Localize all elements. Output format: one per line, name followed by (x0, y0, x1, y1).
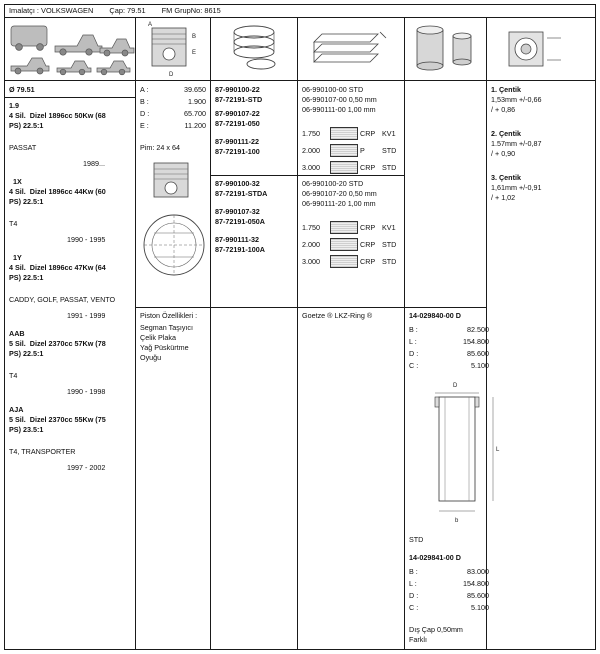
notch-detail-diagram-icon (487, 18, 595, 80)
pin-size: Pim: 24 x 64 (140, 143, 180, 152)
dim-key-2: D : (140, 109, 150, 118)
piston-section-icon (140, 159, 208, 207)
svg-text:B: B (192, 34, 197, 40)
piston-icon-cell (136, 18, 211, 80)
ring1-code-1: STD (382, 146, 397, 155)
entry-desc2-3: PS) 22.5:1 (9, 349, 44, 358)
vehicle-icons-cell (5, 18, 136, 80)
liner2-val-1: 154.800 (463, 579, 489, 588)
pn-g1-1: 87-72191-STD (215, 95, 263, 104)
ring2-code-1: STD (382, 240, 397, 249)
liner2-note-line1: Dış Çap 0,50mm (409, 625, 463, 634)
liner2-key-0: B : (409, 567, 418, 576)
liner1-val-3: 5.100 (471, 361, 489, 370)
ring-group1-0: 06-990100-00 STD (302, 85, 364, 94)
ring1-size-0: 1.750 (302, 129, 320, 138)
entry-years-0: 1989... (83, 159, 105, 168)
ring2-shape-1 (330, 238, 358, 251)
liner2-val-3: 5.100 (471, 603, 489, 612)
notch-title-2: 3. Çentik (491, 173, 521, 182)
applications-column (5, 81, 136, 649)
ring2-type-0: CRP (360, 223, 376, 232)
ring1-type-2: CRP (360, 163, 376, 172)
notch-icon-cell (487, 18, 595, 80)
ring1-shape-0 (330, 127, 358, 140)
pn-g2-7: 87-72191-100A (215, 245, 265, 254)
ring2-code-2: STD (382, 257, 397, 266)
dim-key-0: A : (140, 85, 149, 94)
liner-detail-block (405, 307, 595, 649)
dim-key-3: E : (140, 121, 149, 130)
divider (298, 307, 404, 308)
liner2-key-2: D : (409, 591, 419, 600)
ring2-size-2: 3.000 (302, 257, 320, 266)
svg-text:E: E (192, 50, 197, 56)
pn-g2-3: 87-990107-32 (215, 207, 260, 216)
divider (211, 307, 297, 308)
ring2-shape-0 (330, 221, 358, 234)
entry-desc2-4: PS) 23.5:1 (9, 425, 44, 434)
pn-g2-0: 87-990100-32 (215, 179, 260, 188)
dimensions-column (136, 81, 211, 649)
pn-g1-4: 87-72191-050 (215, 119, 260, 128)
piston-rings-diagram-icon (211, 18, 298, 80)
ring1-type-1: P (360, 146, 365, 155)
ring-brand: Goetze ® LKZ-Ring ® (302, 311, 373, 320)
piston-partnumbers-column (211, 81, 298, 649)
notch-line1-1: 1.57mm +/-0,87 (491, 139, 542, 148)
diameter-value: Ø 79.51 (9, 85, 35, 94)
piston-top-view-icon (140, 209, 208, 287)
pn-g1-3: 87-990107-22 (215, 109, 260, 118)
ringset-icon-cell (298, 18, 405, 80)
feature-1: Çelik Plaka (140, 333, 176, 342)
liner2-key-3: C : (409, 603, 419, 612)
diameter-label: Çap: 79.51 (109, 6, 146, 15)
ring-set-diagram-icon (298, 18, 405, 80)
dim-val-1: 1.900 (188, 97, 206, 106)
ring-group2-1: 06-990107-20 0,50 mm (302, 189, 377, 198)
ring1-code-0: KV1 (382, 129, 396, 138)
entry-model-4: T4, TRANSPORTER (9, 447, 76, 456)
liner1-key-2: D : (409, 349, 419, 358)
entry-model-1: T4 (9, 219, 18, 228)
entry-years-4: 1997 - 2002 (67, 463, 106, 472)
liner1-key-0: B : (409, 325, 418, 334)
ring1-size-1: 2.000 (302, 146, 320, 155)
entry-code-2: 1Y (13, 253, 22, 262)
ring-group2-0: 06-990100-20 STD (302, 179, 364, 188)
liner-technical-drawing-icon (405, 377, 525, 527)
entry-years-3: 1990 - 1998 (67, 387, 106, 396)
feature-0: Segman Taşıyıcı (140, 323, 193, 332)
entry-code-1: 1X (13, 177, 22, 186)
pn-g1-0: 87-990100-22 (215, 85, 260, 94)
entry-code-0: 1.9 (9, 101, 19, 110)
ring1-type-0: CRP (360, 129, 376, 138)
features-title: Piston Özellikleri : (140, 311, 198, 320)
notch-line1-2: 1,61mm +/-0,91 (491, 183, 542, 192)
liner1-val-1: 154.800 (463, 337, 489, 346)
entry-desc2-0: PS) 22.5:1 (9, 121, 44, 130)
ring1-size-2: 3.000 (302, 163, 320, 172)
notch-title-0: 1. Çentik (491, 85, 521, 94)
entry-desc1-0: 4 Sil. Dizel 1896cc 50Kw (68 (9, 111, 106, 120)
entry-desc2-1: PS) 22.5:1 (9, 197, 44, 206)
notch-line2-2: / + 1,02 (491, 193, 516, 202)
dim-val-0: 39.650 (184, 85, 206, 94)
notch-line2-0: / + 0,86 (491, 105, 516, 114)
ring2-type-2: CRP (360, 257, 376, 266)
pn-g2-6: 87-990111-32 (215, 235, 259, 244)
rings-icon-cell (211, 18, 298, 80)
divider (211, 175, 297, 176)
svg-text:L: L (496, 447, 500, 453)
entry-desc1-3: 5 Sil. Dizel 2370cc 57Kw (78 (9, 339, 106, 348)
dim-key-1: B : (140, 97, 149, 106)
divider (298, 175, 404, 176)
ring1-shape-2 (330, 161, 358, 174)
entry-model-2: CADDY, GOLF, PASSAT, VENTO (9, 295, 116, 304)
manufacturer-label: Imalatçı : VOLKSWAGEN (9, 6, 94, 15)
entry-model-3: T4 (9, 371, 18, 380)
cylinder-liner-diagram-icon (405, 18, 487, 80)
pn-g1-6: 87-990111-22 (215, 137, 259, 146)
liner1-key-1: L : (409, 337, 417, 346)
entry-code-3: AAB (9, 329, 25, 338)
liner1-code: 14-029840-00 D (409, 311, 461, 320)
liner1-val-2: 85.600 (467, 349, 489, 358)
notch-line1-0: 1,53mm +/-0,66 (491, 95, 542, 104)
notch-line2-1: / + 0,90 (491, 149, 516, 158)
ring-group1-2: 06-990111-00 1,00 mm (302, 105, 376, 114)
ring2-size-1: 2.000 (302, 240, 320, 249)
liner2-code: 14-029841-00 D (409, 553, 461, 562)
ring-group2-2: 06-990111-20 1,00 mm (302, 199, 376, 208)
svg-text:A: A (148, 22, 153, 28)
entry-code-4: AJA (9, 405, 24, 414)
liner2-val-0: 83.000 (467, 567, 489, 576)
liner-icon-cell (405, 18, 487, 80)
divider (136, 307, 210, 308)
group-label: FM GrupNo: 8615 (161, 6, 221, 15)
notch-title-1: 2. Çentik (491, 129, 521, 138)
icon-band (5, 18, 595, 81)
pn-g1-7: 87-72191-100 (215, 147, 260, 156)
entry-model-0: PASSAT (9, 143, 37, 152)
entry-desc1-1: 4 Sil. Dizel 1896cc 44Kw (60 (9, 187, 106, 196)
liner1-val-0: 82.500 (467, 325, 489, 334)
liner2-key-1: L : (409, 579, 417, 588)
ring2-shape-2 (330, 255, 358, 268)
entry-desc1-4: 5 Sil. Dizel 2370cc 55Kw (75 (9, 415, 106, 424)
svg-text:D: D (169, 72, 174, 78)
ring2-size-0: 1.750 (302, 223, 320, 232)
ring-group1-1: 06-990107-00 0,50 mm (302, 95, 377, 104)
dim-val-3: 11.200 (184, 121, 206, 130)
entry-years-1: 1990 - 1995 (67, 235, 106, 244)
entry-years-2: 1991 - 1999 (67, 311, 106, 320)
ring2-code-0: KV1 (382, 223, 396, 232)
liner1-note: STD (409, 535, 424, 544)
ring1-code-2: STD (382, 163, 397, 172)
divider (5, 97, 135, 98)
sheet-header (5, 5, 595, 18)
rings-column (298, 81, 405, 649)
sheet-border (4, 4, 596, 650)
feature-3: Oyuğu (140, 353, 162, 362)
ring1-shape-1 (330, 144, 358, 157)
liner1-key-3: C : (409, 361, 419, 370)
ring2-type-1: CRP (360, 240, 376, 249)
svg-text:D: D (453, 383, 458, 389)
pn-g2-1: 87-72191-STDA (215, 189, 268, 198)
pn-g2-4: 87-72191-050A (215, 217, 265, 226)
entry-desc2-2: PS) 22.5:1 (9, 273, 44, 282)
feature-2: Yağ Püskürtme (140, 343, 189, 352)
vehicle-silhouettes-icon (5, 18, 136, 80)
piston-diagram-icon (136, 18, 211, 80)
entry-desc1-2: 4 Sil. Dizel 1896cc 47Kw (64 (9, 263, 106, 272)
liner2-note-line2: Farklı (409, 635, 427, 644)
svg-text:b: b (455, 518, 459, 524)
liner2-val-2: 85.600 (467, 591, 489, 600)
dim-val-2: 65.700 (184, 109, 206, 118)
